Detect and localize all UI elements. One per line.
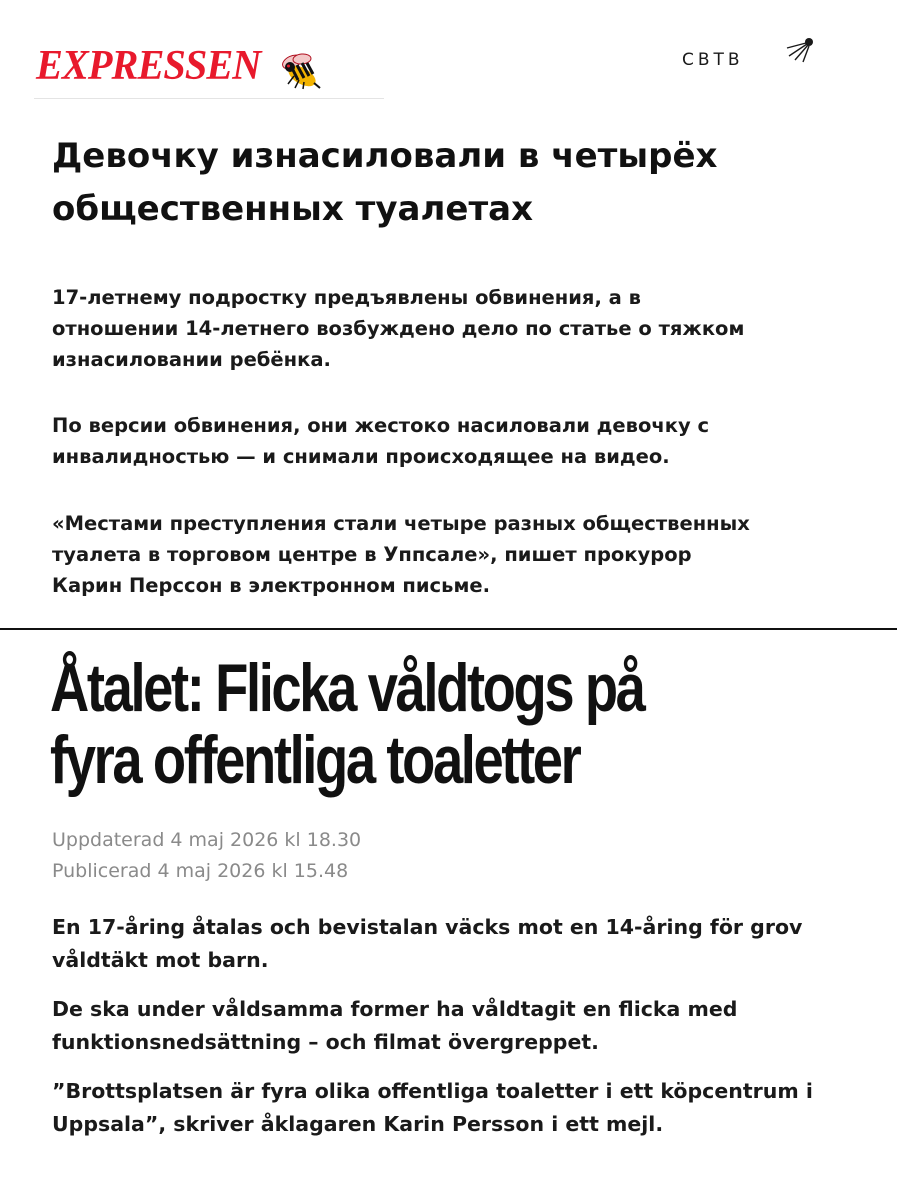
expressen-logo[interactable] (36, 36, 311, 96)
swedish-headline-line: fyra offentliga toaletter (50, 722, 580, 798)
text-line: 17-летнему подростку предъявлены обвинения, а в (52, 286, 641, 309)
text-line: изнасиловании ребёнка. (52, 348, 331, 371)
updated-timestamp: Uppdaterad 4 maj 2026 kl 18.30 (52, 829, 362, 851)
wasp-icon (278, 50, 322, 90)
section-divider (0, 628, 897, 630)
cbtb-logo-text: CBTB (682, 50, 744, 70)
text-line: По версии обвинения, они жестоко насиловали девочку с (52, 414, 710, 437)
text-line: туалета в торговом центре в Уппсале», пишет прокурор (52, 543, 692, 566)
cbtb-logo[interactable] (682, 34, 817, 76)
text-line: De ska under våldsamma former ha våldtagit en flicka med (52, 997, 738, 1021)
text-line: ”Brottsplatsen är fyra olika offentliga toaletter i ett köpcentrum i (52, 1079, 813, 1103)
sputnik-icon (785, 34, 817, 66)
russian-headline-line: общественных туалетах (52, 189, 534, 229)
text-line: инвалидностью — и снимали происходящее на видео. (52, 445, 670, 468)
expressen-logo-text: EXPRESSEN (36, 43, 261, 89)
russian-paragraph (52, 410, 852, 472)
swedish-headline[interactable] (50, 652, 722, 796)
header (0, 0, 897, 110)
text-line: funktionsnedsättning – och filmat övergreppet. (52, 1030, 599, 1054)
text-line: våldtäkt mot barn. (52, 948, 269, 972)
text-line: отношении 14-летнего возбуждено дело по статье о тяжком (52, 317, 745, 340)
swedish-paragraph (52, 911, 852, 977)
russian-paragraph (52, 508, 852, 601)
swedish-paragraph (52, 1075, 852, 1141)
published-timestamp: Publicerad 4 maj 2026 kl 15.48 (52, 860, 349, 882)
text-line: «Местами преступления стали четыре разных общественных (52, 512, 750, 535)
text-line: Uppsala”, skriver åklagaren Karin Persson i ett mejl. (52, 1112, 664, 1136)
swedish-paragraph (52, 993, 852, 1059)
swedish-headline-line: Åtalet: Flicka våldtogs på (50, 650, 644, 726)
russian-headline-line: Девочку изнасиловали в четырёх (52, 136, 718, 176)
header-divider (34, 98, 384, 99)
text-line: Карин Перссон в электронном письме. (52, 574, 491, 597)
text-line: En 17-åring åtalas och bevistalan väcks mot en 14-åring för grov (52, 915, 803, 939)
russian-paragraph (52, 282, 852, 375)
russian-headline (52, 130, 872, 236)
